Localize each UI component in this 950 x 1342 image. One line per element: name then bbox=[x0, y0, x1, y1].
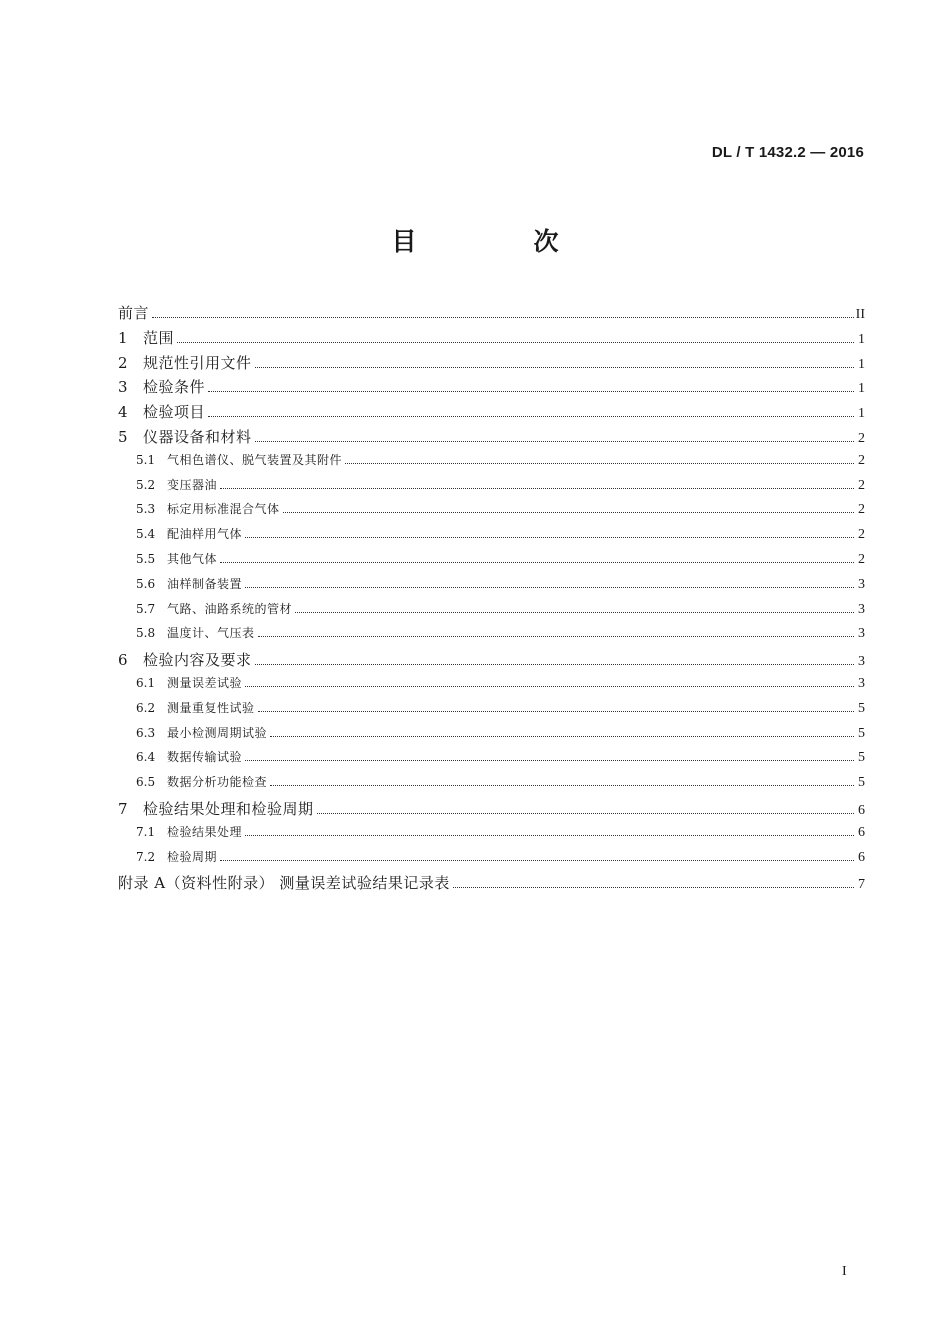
toc-entry-page: 5 bbox=[858, 725, 865, 741]
toc-entry-title: 附录 A（资料性附录） 测量误差试验结果记录表 bbox=[118, 874, 450, 893]
toc-entry-number: 5.1 bbox=[136, 452, 156, 467]
toc-entry-number: 5 bbox=[118, 427, 128, 446]
toc-entry-number: 7 bbox=[118, 799, 128, 818]
toc-entry-title: 检验内容及要求 bbox=[143, 651, 252, 670]
toc-entry[interactable] bbox=[118, 872, 865, 897]
toc-entry-page: 1 bbox=[858, 356, 865, 372]
toc-entry-page: 2 bbox=[858, 502, 865, 518]
toc-entry[interactable] bbox=[118, 699, 865, 724]
toc-entry-title: 检验结果处理和检验周期 bbox=[143, 799, 314, 818]
toc-entry-page: 6 bbox=[858, 802, 865, 818]
toc-entry-page: 6 bbox=[858, 849, 865, 865]
toc-entry-page: 2 bbox=[858, 527, 865, 543]
toc-entry-number: 7.2 bbox=[136, 849, 156, 864]
toc-dot-leader bbox=[295, 611, 854, 613]
toc-entry-title: 检验周期 bbox=[167, 849, 218, 864]
toc-dot-leader bbox=[270, 735, 854, 737]
toc-dot-leader bbox=[152, 316, 854, 318]
toc-entry-number: 6.4 bbox=[136, 750, 156, 765]
toc-entry[interactable] bbox=[118, 401, 865, 426]
toc-dot-leader bbox=[245, 685, 854, 687]
toc-entry[interactable] bbox=[118, 525, 865, 550]
toc-dot-leader bbox=[283, 511, 854, 513]
toc-entry[interactable] bbox=[118, 624, 865, 649]
toc-dot-leader bbox=[245, 586, 854, 588]
page-number: I bbox=[842, 1264, 847, 1279]
toc-entry[interactable] bbox=[118, 600, 865, 625]
toc-entry-number: 2 bbox=[118, 353, 128, 372]
toc-entry-title: 前言 bbox=[118, 304, 150, 322]
toc-entry-number: 7.1 bbox=[136, 824, 156, 839]
toc-dot-leader bbox=[258, 635, 854, 637]
toc-entry-title: 变压器油 bbox=[167, 477, 218, 492]
toc-entry[interactable] bbox=[118, 773, 865, 798]
toc-entry-title: 检验结果处理 bbox=[167, 824, 243, 839]
toc-dot-leader bbox=[317, 812, 854, 814]
toc-entry[interactable] bbox=[118, 451, 865, 476]
toc-dot-leader bbox=[177, 341, 854, 343]
toc-entry-page: 2 bbox=[858, 430, 865, 446]
toc-entry-page: 5 bbox=[858, 700, 865, 716]
toc-entry-page: 2 bbox=[858, 477, 865, 493]
toc-entry-title: 范围 bbox=[143, 328, 175, 347]
toc-entry-number: 5.8 bbox=[136, 626, 156, 641]
toc-entry-page: II bbox=[855, 307, 865, 322]
toc-entry-page: 2 bbox=[858, 452, 865, 468]
toc-entry-number: 3 bbox=[118, 378, 128, 397]
toc-dot-leader bbox=[208, 390, 854, 392]
toc-entry-page: 6 bbox=[858, 824, 865, 840]
toc-dot-leader bbox=[208, 415, 854, 417]
toc-entry-title: 温度计、气压表 bbox=[167, 626, 255, 641]
toc-entry-title: 检验项目 bbox=[143, 403, 206, 422]
toc-entry-page: 3 bbox=[858, 601, 865, 617]
toc-entry-number: 6 bbox=[118, 651, 128, 670]
toc-entry[interactable] bbox=[118, 848, 865, 873]
toc-dot-leader bbox=[245, 834, 854, 836]
toc-entry[interactable] bbox=[118, 798, 865, 823]
toc-dot-leader bbox=[245, 759, 854, 761]
toc-entry-number: 5.3 bbox=[136, 502, 156, 517]
toc-entry-number: 6.3 bbox=[136, 725, 156, 740]
toc-entry[interactable] bbox=[118, 724, 865, 749]
toc-entry-number: 6.5 bbox=[136, 775, 156, 790]
toc-entry-title: 其他气体 bbox=[167, 551, 218, 566]
toc-dot-leader bbox=[255, 366, 854, 368]
toc-entry-title: 规范性引用文件 bbox=[143, 353, 252, 372]
toc-entry[interactable] bbox=[118, 476, 865, 501]
toc-entry[interactable] bbox=[118, 302, 865, 327]
page-title: 目 次 bbox=[391, 227, 605, 256]
toc-entry-page: 2 bbox=[858, 551, 865, 567]
toc-entry[interactable] bbox=[118, 500, 865, 525]
toc-entry-title: 油样制备装置 bbox=[167, 576, 243, 591]
toc-entry-page: 5 bbox=[858, 775, 865, 791]
toc-entry-page: 7 bbox=[858, 877, 865, 893]
toc-entry-page: 3 bbox=[858, 675, 865, 691]
toc-entry-title: 数据分析功能检查 bbox=[167, 775, 268, 790]
toc-entry-title: 仪器设备和材料 bbox=[143, 427, 252, 446]
toc-dot-leader bbox=[270, 784, 854, 786]
toc-entry[interactable] bbox=[118, 649, 865, 674]
toc-entry[interactable] bbox=[118, 327, 865, 352]
toc-entry-title: 气路、油路系统的管材 bbox=[167, 601, 293, 616]
toc-entry-page: 1 bbox=[858, 381, 865, 397]
toc-entry[interactable] bbox=[118, 550, 865, 575]
toc-dot-leader bbox=[220, 561, 854, 563]
toc-entry-page: 1 bbox=[858, 331, 865, 347]
toc-dot-leader bbox=[255, 663, 854, 665]
toc-entry-number: 6.1 bbox=[136, 675, 156, 690]
toc-entry-number: 4 bbox=[118, 403, 128, 422]
toc-entry-number: 5.2 bbox=[136, 477, 156, 492]
table-of-contents bbox=[118, 302, 865, 897]
toc-entry[interactable] bbox=[118, 823, 865, 848]
toc-entry-title: 数据传输试验 bbox=[167, 750, 243, 765]
toc-entry-page: 3 bbox=[858, 654, 865, 670]
toc-entry[interactable] bbox=[118, 575, 865, 600]
toc-entry-page: 1 bbox=[858, 406, 865, 422]
toc-dot-leader bbox=[255, 440, 854, 442]
toc-dot-leader bbox=[258, 710, 854, 712]
toc-entry-number: 5.7 bbox=[136, 601, 156, 616]
toc-entry-number: 1 bbox=[118, 328, 128, 347]
toc-entry-number: 5.6 bbox=[136, 576, 156, 591]
toc-entry[interactable] bbox=[118, 352, 865, 377]
standard-code: DL / T 1432.2 — 2016 bbox=[711, 144, 864, 161]
toc-entry[interactable] bbox=[118, 426, 865, 451]
toc-entry[interactable] bbox=[118, 748, 865, 773]
toc-entry-number: 6.2 bbox=[136, 700, 156, 715]
toc-dot-leader bbox=[245, 536, 854, 538]
toc-entry-title: 配油样用气体 bbox=[167, 527, 243, 542]
toc-entry-title: 测量误差试验 bbox=[167, 675, 243, 690]
toc-entry-page: 3 bbox=[858, 626, 865, 642]
toc-entry-number: 5.5 bbox=[136, 551, 156, 566]
toc-entry-title: 标定用标准混合气体 bbox=[167, 502, 280, 517]
toc-entry-page: 3 bbox=[858, 576, 865, 592]
toc-entry-page: 5 bbox=[858, 750, 865, 766]
toc-entry-title: 最小检测周期试验 bbox=[167, 725, 268, 740]
toc-entry-title: 测量重复性试验 bbox=[167, 700, 255, 715]
toc-dot-leader bbox=[220, 487, 854, 489]
toc-entry-number: 5.4 bbox=[136, 527, 156, 542]
toc-entry[interactable] bbox=[118, 376, 865, 401]
toc-entry-title: 气相色谱仪、脱气装置及其附件 bbox=[167, 452, 343, 467]
toc-dot-leader bbox=[345, 462, 854, 464]
toc-entry[interactable] bbox=[118, 674, 865, 699]
toc-entry-title: 检验条件 bbox=[143, 378, 206, 397]
toc-dot-leader bbox=[220, 859, 854, 861]
toc-dot-leader bbox=[453, 886, 854, 888]
